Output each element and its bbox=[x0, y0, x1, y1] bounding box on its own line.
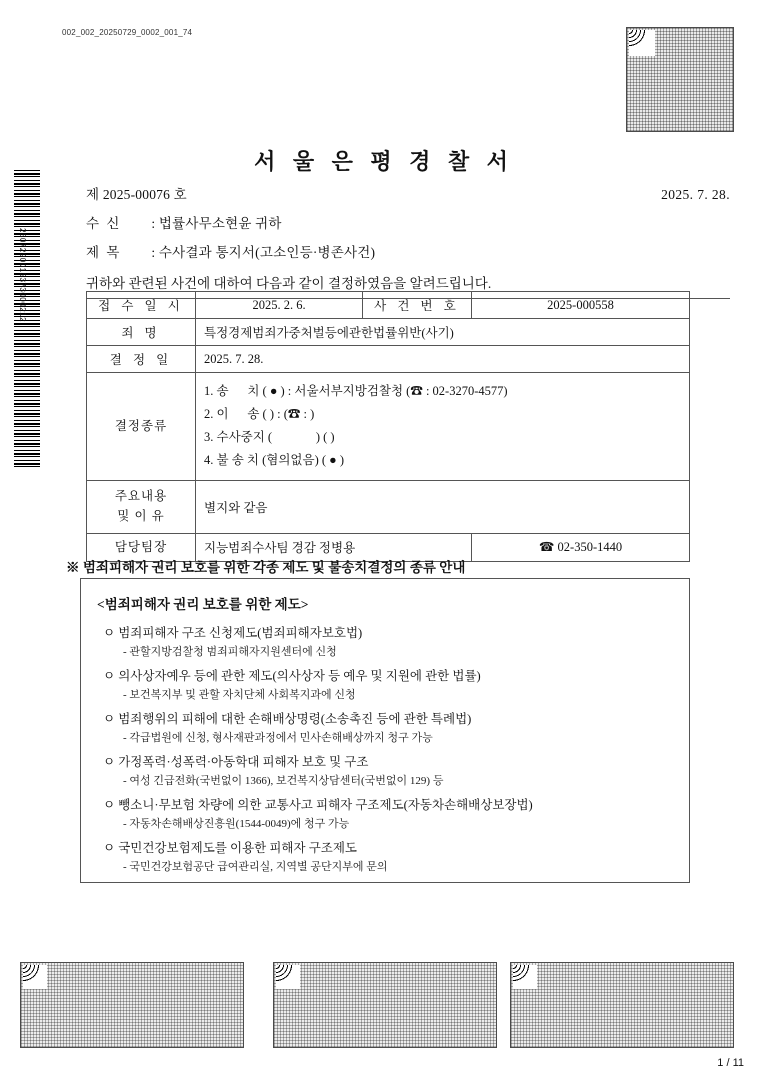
decision-kind-label: 결정종류 bbox=[87, 373, 196, 481]
decision-date-label: 결 정 일 bbox=[87, 346, 196, 373]
guide-item-main-1: ㅇ 범죄피해자 구조 신청제도(범죄피해자보호법) bbox=[103, 626, 363, 640]
table-row-decision-kind bbox=[87, 373, 690, 481]
table-row-receipt bbox=[87, 292, 690, 319]
guide-item-sub-4: - 여성 긴급전화(국번없이 1366), 보건복지상담센터(국번없이 129) 등 bbox=[123, 775, 444, 787]
official-seal-stamp-bottom-3 bbox=[510, 962, 734, 1048]
guide-item-sub-1: - 관할지방검찰청 범죄피해자지원센터에 신청 bbox=[123, 646, 337, 658]
recipient-value: : 법률사무소현윤 귀하 bbox=[151, 216, 282, 231]
guide-section-heading: ※ 범죄피해자 권리 보호를 위한 각종 제도 및 불송치결정의 종류 안내 bbox=[66, 560, 466, 575]
charge-label: 죄 명 bbox=[87, 319, 196, 346]
subject-value: : 수사결과 통지서(고소인등·병존사건) bbox=[151, 245, 376, 260]
meta-row-subject bbox=[86, 241, 730, 261]
meta-row-recipient bbox=[86, 212, 730, 232]
decision-item-4: 4. 불 송 치 (혐의없음) ( ● ) bbox=[204, 453, 344, 468]
charge-value: 특정경제범죄가중처벌등에관한법률위반(사기) bbox=[196, 319, 690, 346]
document-number: 제 2025-00076 호 bbox=[86, 187, 187, 202]
table-row-summary bbox=[87, 480, 690, 533]
guide-item-main-5: ㅇ 뺑소니·무보험 차량에 의한 교통사고 피해자 구조제도(자동차손해배상보장법) bbox=[103, 798, 533, 812]
summary-value: 별지와 같음 bbox=[196, 480, 690, 533]
decision-item-2: 2. 이 송 ( ) : (☎ : ) bbox=[204, 407, 315, 422]
victim-rights-guide-box bbox=[80, 578, 690, 883]
guide-box-title: <범죄피해자 권리 보호를 위한 제도> bbox=[97, 597, 309, 612]
case-number-label: 사 건 번 호 bbox=[363, 292, 472, 319]
guide-item-sub-5: - 자동차손해배상진흥원(1544-0049)에 청구 가능 bbox=[123, 818, 350, 830]
seal-corner-icon bbox=[23, 965, 47, 989]
document-meta bbox=[86, 183, 730, 270]
guide-item-sub-2: - 보건복지부 및 관할 자치단체 사회복지과에 신청 bbox=[123, 689, 356, 701]
guide-item-main-3: ㅇ 범죄행위의 피해에 대한 손해배상명령(소송촉진 등에 관한 특례법) bbox=[103, 712, 472, 726]
decision-item-3: 3. 수사중지 ( ) ( ) bbox=[204, 430, 335, 445]
decision-item-1: 1. 송 치 ( ● ) : 서울서부지방검찰청 (☎ : 02-3270-4577) bbox=[204, 384, 508, 398]
receipt-date-value: 2025. 2. 6. bbox=[196, 292, 363, 319]
guide-item-sub-6: - 국민건강보험공단 급여관리실, 지역별 공단지부에 문의 bbox=[123, 861, 388, 873]
summary-label bbox=[87, 480, 196, 533]
decision-item-list bbox=[204, 377, 681, 476]
page-number: 1 / 11 bbox=[717, 1057, 744, 1069]
guide-item-main-4: ㅇ 가정폭력·성폭력·아동학대 피해자 보호 및 구조 bbox=[103, 755, 369, 769]
decision-kind-values bbox=[196, 373, 690, 481]
meta-row-case-no bbox=[86, 183, 730, 203]
guide-item-main-6: ㅇ 국민건강보험제도를 이용한 피해자 구조제도 bbox=[103, 841, 358, 855]
guide-item-sub-3: - 각급법원에 신청, 형사재판과정에서 민사손해배상까지 청구 가능 bbox=[123, 732, 433, 744]
summary-label-line2: 및 이 유 bbox=[117, 508, 165, 523]
table-row-charge bbox=[87, 319, 690, 346]
seal-corner-icon bbox=[629, 30, 655, 56]
notice-text: 귀하와 관련된 사건에 대하여 다음과 같이 결정하였음을 알려드립니다. bbox=[86, 272, 730, 299]
case-number-value: 2025-000558 bbox=[472, 292, 690, 319]
seal-corner-icon bbox=[513, 965, 537, 989]
table-row-decision-date bbox=[87, 346, 690, 373]
scan-id-label: 002_002_20250729_0002_001_74 bbox=[62, 28, 193, 37]
official-seal-stamp-bottom-2 bbox=[273, 962, 497, 1048]
team-phone: ☎ 02-350-1440 bbox=[472, 533, 690, 561]
receipt-date-label: 접 수 일 시 bbox=[87, 292, 196, 319]
seal-corner-icon bbox=[276, 965, 300, 989]
summary-label-line1: 주요내용 bbox=[114, 489, 168, 504]
guide-item-main-2: ㅇ 의사상자예우 등에 관한 제도(의사상자 등 예우 및 지원에 관한 법률) bbox=[103, 669, 481, 683]
team-label: 담당팀장 bbox=[87, 533, 196, 561]
official-seal-stamp-top bbox=[626, 27, 734, 132]
document-date: 2025. 7. 28. bbox=[661, 187, 730, 202]
official-seal-stamp-bottom-1 bbox=[20, 962, 244, 1048]
team-value: 지능범죄수사팀 경감 정병용 bbox=[196, 533, 472, 561]
recipient-label: 수 신 bbox=[86, 216, 122, 231]
page-title: 서 울 은 평 경 찰 서 bbox=[254, 149, 514, 174]
side-barcode-number: 2507290015373000212 bbox=[18, 228, 27, 323]
bottom-stamp-row bbox=[0, 962, 768, 1048]
decision-date-value: 2025. 7. 28. bbox=[196, 346, 690, 373]
decision-table bbox=[86, 291, 690, 562]
subject-label: 제 목 bbox=[86, 245, 122, 260]
